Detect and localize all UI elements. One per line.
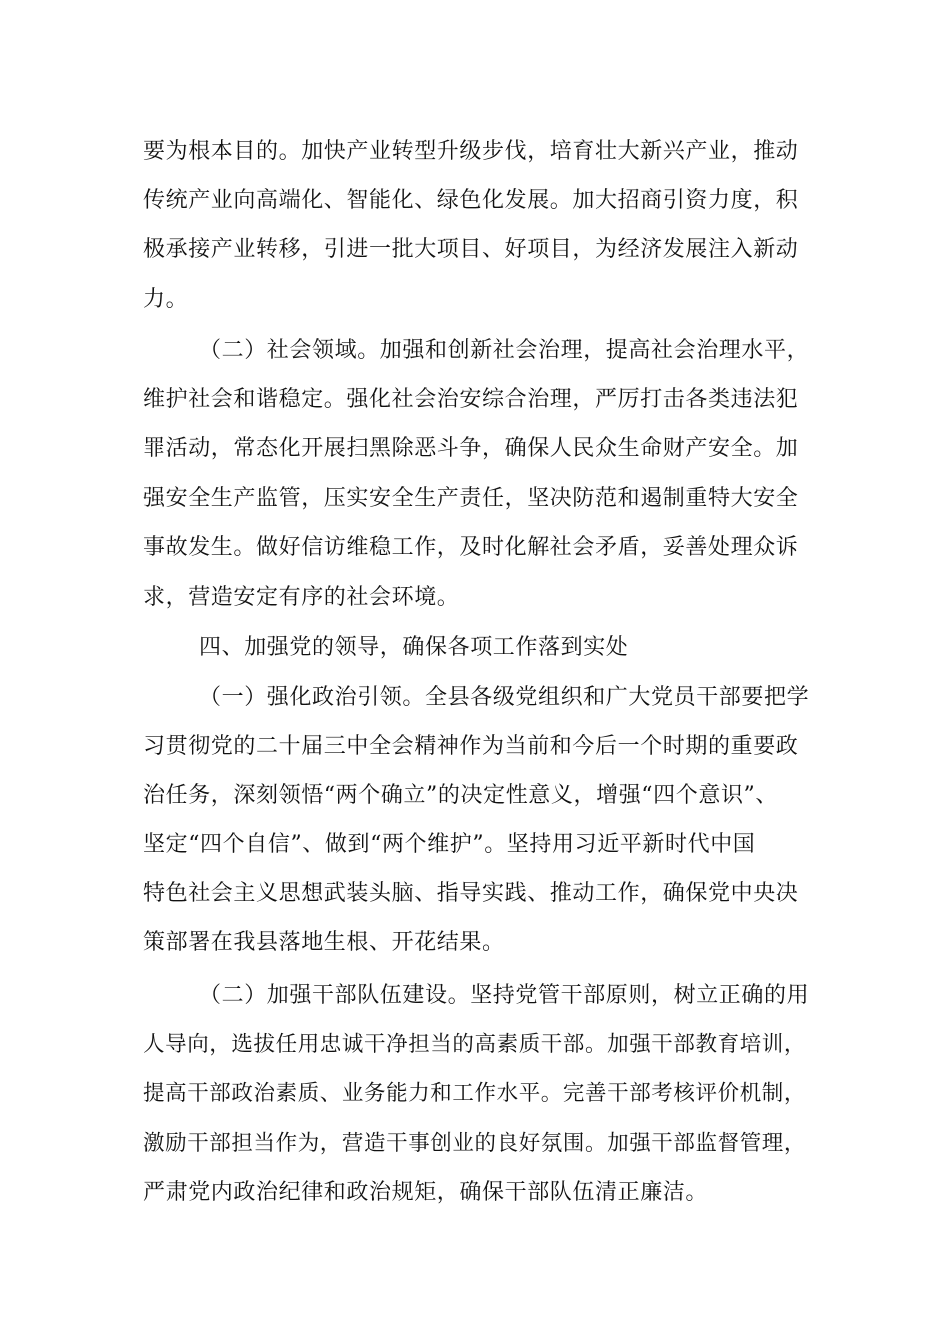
text-line: 人导向，选拔任用忠诚干净担当的高素质干部。加强干部教育培训， (143, 1032, 807, 1057)
text-line: 策部署在我县落地生根、开花结果。 (143, 930, 505, 955)
section-heading: （二）社会领域。加强和创新社会治理，提高社会治理水平， (199, 338, 810, 363)
chapter-heading: 四、加强党的领导，确保各项工作落到实处 (199, 635, 629, 660)
text-line: 严肃党内政治纪律和政治规矩，确保干部队伍清正廉洁。 (143, 1180, 709, 1205)
section-heading: （一）强化政治引领。全县各级党组织和广大党员干部要把学 (199, 685, 810, 710)
text-line: 特色社会主义思想武装头脑、指导实践、推动工作，确保党中央决 (143, 881, 799, 906)
text-line: 坚定“四个自信”、做到“两个维护”。坚持用习近平新时代中国 (143, 832, 756, 857)
text-line: 求，营造安定有序的社会环境。 (143, 585, 460, 610)
text-line: 习贯彻党的二十届三中全会精神作为当前和今后一个时期的重要政 (143, 734, 799, 759)
text-line: 极承接产业转移，引进一批大项目、好项目，为经济发展注入新动 (143, 237, 799, 262)
section-heading: （二）加强干部队伍建设。坚持党管干部原则，树立正确的用 (199, 983, 810, 1008)
text-line: 治任务，深刻领悟“两个确立”的决定性意义，增强“四个意识”、 (143, 783, 778, 808)
text-line: 力。 (143, 287, 189, 312)
text-line: 维护社会和谐稳定。强化社会治安综合治理，严厉打击各类违法犯 (143, 387, 799, 412)
text-line: 激励干部担当作为，营造干事创业的良好氛围。加强干部监督管理， (143, 1131, 807, 1156)
text-line: 强安全生产监管，压实安全生产责任，坚决防范和遏制重特大安全 (143, 486, 799, 511)
text-line: 传统产业向高端化、智能化、绿色化发展。加大招商引资力度，积 (143, 188, 799, 213)
text-line: 提高干部政治素质、业务能力和工作水平。完善干部考核评价机制， (143, 1081, 807, 1106)
text-line: 罪活动，常态化开展扫黑除恶斗争，确保人民众生命财产安全。加 (143, 436, 799, 461)
text-line: 事故发生。做好信访维稳工作，及时化解社会矛盾，妥善处理众诉 (143, 535, 799, 560)
text-line: 要为根本目的。加快产业转型升级步伐，培育壮大新兴产业，推动 (143, 139, 799, 164)
